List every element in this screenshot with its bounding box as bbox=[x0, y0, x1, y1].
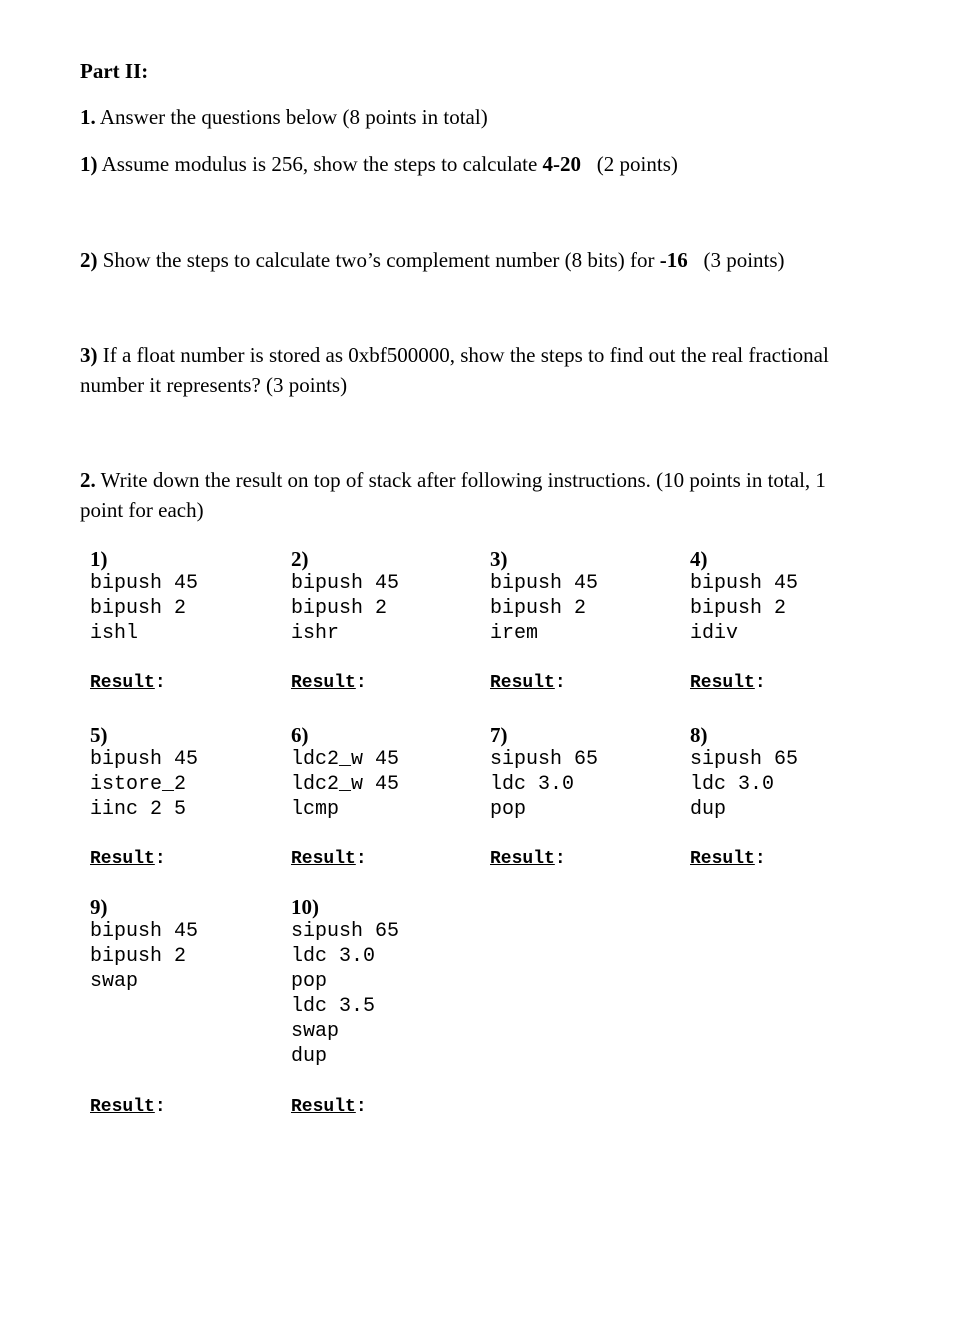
problem-number: 1) bbox=[90, 547, 108, 571]
bytecode-listing: sipush 65 ldc 3.0 pop ldc 3.5 swap dup bbox=[291, 920, 400, 1068]
problem-number: 4) bbox=[690, 547, 708, 571]
question-1-text: Answer the questions below (8 points in total) bbox=[95, 105, 488, 129]
bytecode-listing: bipush 45 bipush 2 ishr bbox=[291, 572, 400, 645]
bytecode-listing: bipush 45 bipush 2 idiv bbox=[690, 572, 799, 645]
problem-1 bbox=[90, 547, 280, 646]
sub-1-number: 1) bbox=[80, 152, 98, 176]
sub-3-text-line-1: If a float number is stored as 0xbf500000, show the steps to find out the real fractional bbox=[97, 343, 829, 367]
bytecode-listing: ldc2_w 45 ldc2_w 45 lcmp bbox=[291, 748, 400, 821]
sub-1-expression: 4-20 bbox=[542, 152, 582, 176]
question-1-heading bbox=[80, 102, 488, 132]
sub-2-points: (3 points) bbox=[687, 248, 785, 272]
sub-1-points: (2 points) bbox=[581, 152, 678, 176]
question-2-number: 2. bbox=[80, 468, 96, 492]
problem-number: 9) bbox=[90, 895, 108, 919]
result-label-7: Result: bbox=[490, 849, 566, 869]
result-label-1: Result: bbox=[90, 673, 166, 693]
question-2-text-line-2: point for each) bbox=[80, 498, 204, 522]
question-1-number: 1. bbox=[80, 105, 96, 129]
sub-3-text-line-2: number it represents? (3 points) bbox=[80, 373, 348, 397]
problem-8 bbox=[690, 723, 880, 822]
question-1-sub-2 bbox=[80, 245, 785, 275]
problem-3 bbox=[490, 547, 680, 646]
sub-2-number: 2) bbox=[80, 248, 98, 272]
part-title: Part II: bbox=[80, 59, 149, 83]
problem-number: 6) bbox=[291, 723, 309, 747]
page-title bbox=[80, 56, 148, 86]
problem-number: 2) bbox=[291, 547, 309, 571]
problem-number: 3) bbox=[490, 547, 508, 571]
problem-10 bbox=[291, 895, 481, 1069]
sub-2-text: Show the steps to calculate two’s complement number (8 bits) for bbox=[97, 248, 660, 272]
problem-number: 8) bbox=[690, 723, 708, 747]
problem-9 bbox=[90, 895, 280, 994]
question-1-sub-3-line-1 bbox=[80, 340, 829, 370]
result-label-2: Result: bbox=[291, 673, 367, 693]
problem-5 bbox=[90, 723, 280, 822]
problem-4 bbox=[690, 547, 880, 646]
result-label-5: Result: bbox=[90, 849, 166, 869]
result-label-10: Result: bbox=[291, 1097, 367, 1117]
problem-number: 5) bbox=[90, 723, 108, 747]
bytecode-listing: bipush 45 bipush 2 ishl bbox=[90, 572, 199, 645]
bytecode-listing: sipush 65 ldc 3.0 pop bbox=[490, 748, 599, 821]
problem-6 bbox=[291, 723, 481, 822]
sub-1-text: Assume modulus is 256, show the steps to calculate bbox=[97, 152, 543, 176]
question-2-heading-line-1 bbox=[80, 465, 826, 495]
question-2-heading-line-2 bbox=[80, 495, 204, 525]
sub-3-number: 3) bbox=[80, 343, 98, 367]
bytecode-listing: bipush 45 istore_2 iinc 2 5 bbox=[90, 748, 199, 821]
problem-number: 10) bbox=[291, 895, 319, 919]
bytecode-listing: sipush 65 ldc 3.0 dup bbox=[690, 748, 799, 821]
result-label-8: Result: bbox=[690, 849, 766, 869]
problem-number: 7) bbox=[490, 723, 508, 747]
question-2-text-line-1: Write down the result on top of stack after following instructions. (10 points in total, 1 bbox=[95, 468, 826, 492]
result-label-3: Result: bbox=[490, 673, 566, 693]
bytecode-listing: bipush 45 bipush 2 irem bbox=[490, 572, 599, 645]
problem-2 bbox=[291, 547, 481, 646]
result-label-6: Result: bbox=[291, 849, 367, 869]
problem-7 bbox=[490, 723, 680, 822]
question-1-sub-3-line-2 bbox=[80, 370, 347, 400]
result-label-4: Result: bbox=[690, 673, 766, 693]
result-label-9: Result: bbox=[90, 1097, 166, 1117]
sub-2-value: -16 bbox=[659, 248, 688, 272]
question-1-sub-1 bbox=[80, 149, 678, 179]
bytecode-listing: bipush 45 bipush 2 swap bbox=[90, 920, 199, 993]
